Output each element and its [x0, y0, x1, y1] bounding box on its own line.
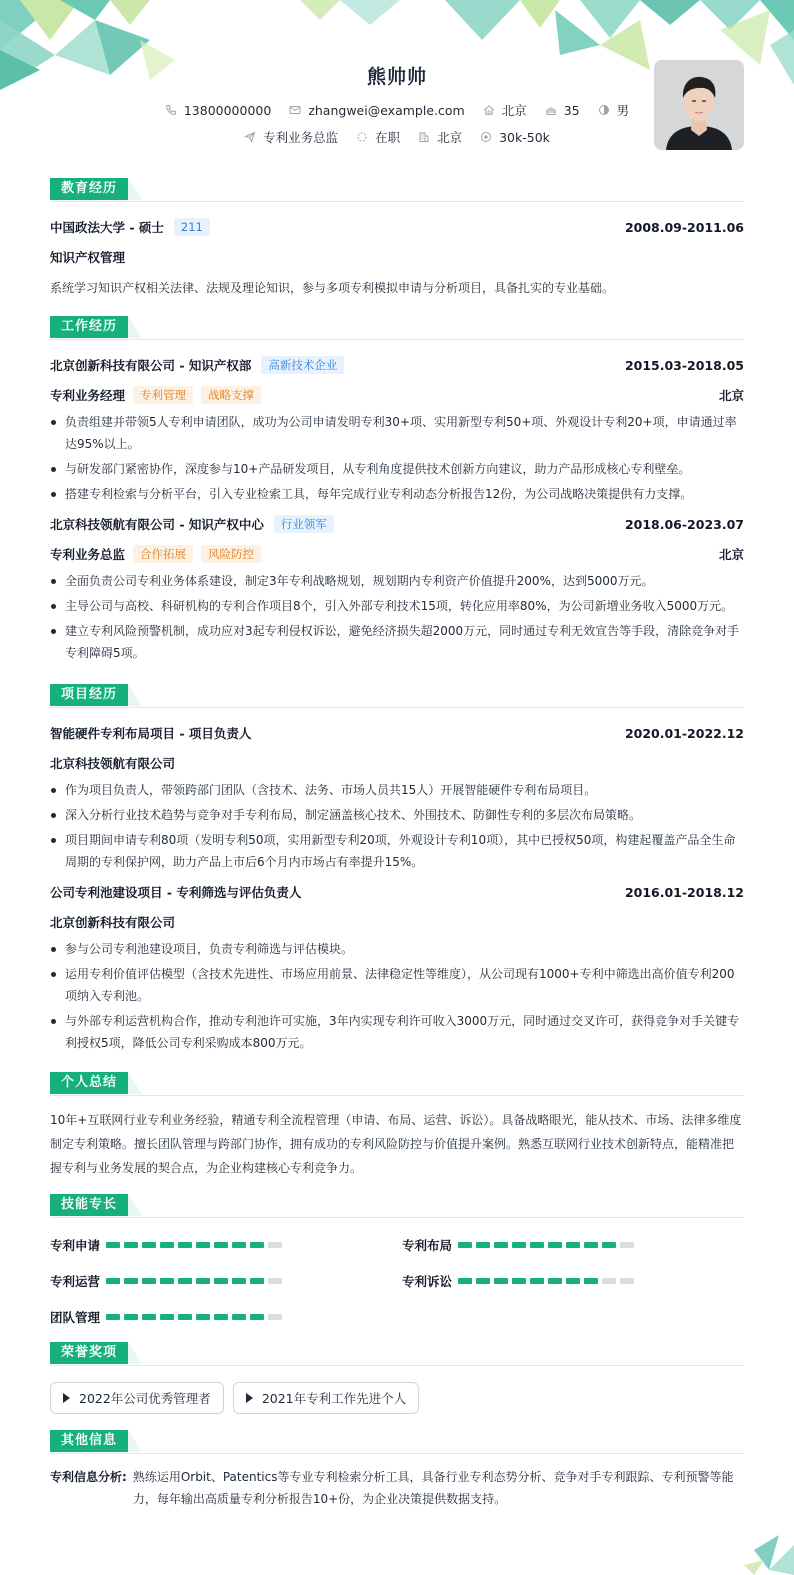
skill-level-segment — [476, 1242, 490, 1248]
skill-level-segment — [584, 1278, 598, 1284]
education-section — [50, 178, 744, 298]
awards-section — [50, 1342, 744, 1414]
project-name: 公司专利池建设项目 - 专利筛选与评估负责人 — [50, 885, 302, 900]
skill-level-segment — [106, 1278, 120, 1284]
skill-level-segment — [124, 1242, 138, 1248]
award-text: 2022年公司优秀管理者 — [79, 1391, 211, 1406]
education-entry — [50, 218, 744, 298]
job-title-text: 专利业务总监 — [263, 130, 339, 145]
summary-title: 个人总结 — [50, 1072, 128, 1094]
school-tag: 211 — [174, 218, 210, 236]
other-text: 熟练运用Orbit、Patentics等专业专利检索分析工具，具备行业专利态势分析、竞争对手专利跟踪、专利预警等能力，每年输出高质量专利分析报告10+份，为企业决策提供数据支持。 — [132, 1470, 734, 1506]
other-header — [50, 1430, 744, 1454]
other-title: 其他信息 — [50, 1430, 128, 1452]
role-tag: 风险防控 — [201, 545, 261, 563]
skill-level-segment — [232, 1242, 246, 1248]
skill-level-bar — [458, 1242, 634, 1248]
project-bullets — [50, 779, 744, 873]
skill-level-segment — [250, 1242, 264, 1248]
skill-level-segment — [530, 1242, 544, 1248]
skill-level-segment — [620, 1242, 634, 1248]
work-city: 北京 — [718, 388, 744, 403]
project-header — [50, 684, 744, 708]
skills-section — [50, 1194, 744, 1326]
email-text: zhangwei@example.com — [308, 102, 465, 118]
status-text: 在职 — [375, 130, 401, 145]
skill-level-segment — [160, 1314, 174, 1320]
skill-level-segment — [250, 1314, 264, 1320]
awards-title: 荣誉奖项 — [50, 1342, 128, 1364]
work-entry — [50, 356, 744, 505]
project-section — [50, 684, 744, 1054]
skill-level-bar — [106, 1278, 282, 1284]
other-info — [50, 1466, 744, 1510]
age-text: 35 — [563, 102, 580, 118]
school-name: 中国政法大学 - 硕士 — [50, 220, 164, 235]
skill-level-segment — [124, 1314, 138, 1320]
work-entry — [50, 515, 744, 664]
skill-name: 专利申请 — [50, 1238, 101, 1253]
skill-level-segment — [494, 1242, 508, 1248]
work-bullets — [50, 570, 744, 664]
work-date: 2018.06-2023.07 — [624, 516, 744, 532]
project-entry — [50, 724, 744, 873]
role-tag: 专利管理 — [133, 386, 193, 404]
skill-level-segment — [476, 1278, 490, 1284]
skill-level-segment — [142, 1314, 156, 1320]
play-icon — [246, 1393, 253, 1403]
location-item — [483, 101, 527, 119]
skill-level-segment — [142, 1278, 156, 1284]
skill-item — [50, 1308, 402, 1326]
skill-level-segment — [548, 1278, 562, 1284]
skill-level-segment — [530, 1278, 544, 1284]
work-title: 工作经历 — [50, 316, 128, 338]
send-icon — [244, 131, 256, 143]
skill-level-segment — [566, 1278, 580, 1284]
contact-row — [50, 101, 744, 119]
skills-grid — [50, 1236, 744, 1326]
skill-level-bar — [106, 1314, 282, 1320]
work-section — [50, 316, 744, 664]
bullet-item: 搭建专利检索与分析平台，引入专业检索工具，每年完成行业专利动态分析报告12份，为公司战略决策提供有力支撑。 — [50, 483, 744, 505]
skill-level-segment — [124, 1278, 138, 1284]
location-text: 北京 — [501, 103, 527, 118]
project-company: 北京创新科技有限公司 — [50, 915, 176, 930]
city-text: 北京 — [437, 130, 463, 145]
bullet-item: 建立专利风险预警机制，成功应对3起专利侵权诉讼，避免经济损失超2000万元，同时通过专利无效宣告等手段，清除竞争对手专利障碍5项。 — [50, 620, 744, 664]
role-name: 专利业务经理 — [50, 388, 126, 403]
skill-level-segment — [584, 1242, 598, 1248]
skill-level-segment — [106, 1314, 120, 1320]
skill-level-segment — [548, 1242, 562, 1248]
skill-level-segment — [160, 1242, 174, 1248]
project-date: 2016.01-2018.12 — [624, 884, 744, 900]
skill-level-segment — [268, 1278, 282, 1284]
skill-level-segment — [232, 1314, 246, 1320]
bullet-item: 作为项目负责人，带领跨部门团队（含技术、法务、市场人员共15人）开展智能硬件专利布局项目。 — [50, 779, 744, 801]
company-tag: 高新技术企业 — [261, 356, 344, 374]
city-item — [418, 128, 462, 146]
work-city: 北京 — [718, 547, 744, 562]
skill-level-segment — [214, 1278, 228, 1284]
skill-level-segment — [268, 1242, 282, 1248]
resume-header — [50, 0, 744, 165]
summary-section — [50, 1072, 744, 1180]
age-item — [545, 103, 580, 118]
skill-level-segment — [196, 1314, 210, 1320]
skill-item — [50, 1272, 402, 1290]
major-name: 知识产权管理 — [50, 250, 126, 265]
skill-level-segment — [494, 1278, 508, 1284]
skill-level-segment — [160, 1278, 174, 1284]
work-header — [50, 316, 744, 340]
role-name: 专利业务总监 — [50, 547, 126, 562]
project-date: 2020.01-2022.12 — [624, 725, 744, 741]
skill-level-bar — [458, 1278, 634, 1284]
email-icon — [289, 104, 301, 116]
play-icon — [63, 1393, 70, 1403]
skill-level-segment — [458, 1278, 472, 1284]
skill-level-segment — [214, 1314, 228, 1320]
awards-list — [50, 1382, 744, 1414]
project-company: 北京科技领航有限公司 — [50, 756, 176, 771]
skill-level-segment — [512, 1242, 526, 1248]
skill-name: 团队管理 — [50, 1310, 101, 1325]
status-item — [356, 128, 400, 146]
skill-level-segment — [178, 1314, 192, 1320]
skill-item — [402, 1272, 754, 1290]
other-label: 专利信息分析: — [50, 1470, 127, 1484]
project-entry — [50, 883, 744, 1054]
summary-text: 10年+互联网行业专利业务经验，精通专利全流程管理（申请、布局、运营、诉讼）。具备战略眼光，能从技术、市场、法律多维度制定专利策略。擅长团队管理与跨部门协作，拥有成功的专利风险防控与价值提升案例。熟悉互联网行业技术创新特点，能精准把握专利与业务发展的契合点，为企业构建核心专利竞争力。 — [50, 1113, 742, 1175]
building-icon — [418, 131, 430, 143]
summary-header — [50, 1072, 744, 1096]
company-tag: 行业领军 — [274, 515, 334, 533]
cake-icon — [545, 104, 557, 116]
skill-level-segment — [602, 1242, 616, 1248]
bullet-item: 与外部专利运营机构合作，推动专利池许可实施，3年内实现专利许可收入3000万元，同时通过交叉许可，获得竞争对手关键专利授权5项，降低公司专利采购成本800万元。 — [50, 1010, 744, 1054]
salary-icon — [480, 131, 492, 143]
skill-level-segment — [178, 1278, 192, 1284]
skill-level-segment — [620, 1278, 634, 1284]
skills-title: 技能专长 — [50, 1194, 128, 1216]
project-bullets — [50, 938, 744, 1054]
bullet-item: 负责组建并带领5人专利申请团队，成功为公司申请发明专利30+项、实用新型专利50+项、外观设计专利20+项，申请通过率达95%以上。 — [50, 411, 744, 455]
award-chip — [233, 1382, 419, 1414]
skill-level-segment — [458, 1242, 472, 1248]
work-bullets — [50, 411, 744, 505]
company-name: 北京科技领航有限公司 - 知识产权中心 — [50, 517, 264, 532]
email-item — [289, 103, 464, 118]
bullet-item: 主导公司与高校、科研机构的专利合作项目8个，引入外部专利技术15项，转化应用率80%，为公司新增业务收入5000万元。 — [50, 595, 744, 617]
skill-level-segment — [196, 1242, 210, 1248]
project-title: 项目经历 — [50, 684, 128, 706]
skill-level-segment — [268, 1314, 282, 1320]
job-title-item — [244, 128, 338, 146]
education-title: 教育经历 — [50, 178, 128, 200]
skill-name: 专利诉讼 — [402, 1274, 453, 1289]
award-text: 2021年专利工作先进个人 — [261, 1391, 407, 1406]
skill-level-segment — [250, 1278, 264, 1284]
education-header — [50, 178, 744, 202]
gender-icon — [598, 104, 610, 116]
bullet-item: 深入分析行业技术趋势与竞争对手专利布局，制定涵盖核心技术、外围技术、防御性专利的多层次布局策略。 — [50, 804, 744, 826]
skill-level-segment — [214, 1242, 228, 1248]
gender-item — [598, 101, 630, 119]
profile-photo — [654, 60, 744, 150]
skill-level-segment — [232, 1278, 246, 1284]
skill-level-segment — [106, 1242, 120, 1248]
home-icon — [483, 104, 495, 116]
role-tag: 战略支撑 — [201, 386, 261, 404]
award-chip — [50, 1382, 224, 1414]
skill-level-bar — [106, 1242, 282, 1248]
footer-decoration — [734, 1515, 794, 1575]
skill-name: 专利布局 — [402, 1238, 453, 1253]
work-date: 2015.03-2018.05 — [624, 357, 744, 373]
skills-header — [50, 1194, 744, 1218]
salary-text: 30k-50k — [499, 129, 550, 145]
role-tag: 合作拓展 — [133, 545, 193, 563]
skill-name: 专利运营 — [50, 1274, 101, 1289]
phone-icon — [165, 104, 177, 116]
skill-level-segment — [196, 1278, 210, 1284]
bullet-item: 与研发部门紧密协作，深度参与10+产品研发项目，从专利角度提供技术创新方向建议，助力产品形成核心专利壁垒。 — [50, 458, 744, 480]
skill-level-segment — [602, 1278, 616, 1284]
education-desc: 系统学习知识产权相关法律、法规及理论知识，参与多项专利模拟申请与分析项目，具备扎实的专业基础。 — [50, 281, 615, 295]
salary-item — [480, 130, 550, 145]
phone-text: 13800000000 — [183, 102, 272, 118]
education-date: 2008.09-2011.06 — [624, 219, 744, 235]
awards-header — [50, 1342, 744, 1366]
skill-level-segment — [178, 1242, 192, 1248]
status-icon — [356, 131, 368, 143]
phone-item — [165, 103, 271, 118]
other-section — [50, 1430, 744, 1510]
skill-level-segment — [142, 1242, 156, 1248]
gender-text: 男 — [616, 103, 630, 118]
skill-item — [402, 1236, 754, 1254]
bullet-item: 全面负责公司专利业务体系建设，制定3年专利战略规划，规划期内专利资产价值提升200%，达到5000万元。 — [50, 570, 744, 592]
skill-level-segment — [566, 1242, 580, 1248]
company-name: 北京创新科技有限公司 - 知识产权部 — [50, 358, 252, 373]
skill-level-segment — [512, 1278, 526, 1284]
candidate-name: 熊帅帅 — [366, 66, 427, 88]
bullet-item: 项目期间申请专利80项（发明专利50项，实用新型专利20项，外观设计专利10项），其中已授权50项，构建起覆盖产品全生命周期的专利保护网，助力产品上市后6个月内市场占有率提升15%。 — [50, 829, 744, 873]
project-name: 智能硬件专利布局项目 - 项目负责人 — [50, 726, 252, 741]
job-intent-row — [50, 128, 744, 146]
bullet-item: 参与公司专利池建设项目，负责专利筛选与评估模块。 — [50, 938, 744, 960]
bullet-item: 运用专利价值评估模型（含技术先进性、市场应用前景、法律稳定性等维度），从公司现有1000+专利中筛选出高价值专利200项纳入专利池。 — [50, 963, 744, 1007]
skill-item — [50, 1236, 402, 1254]
